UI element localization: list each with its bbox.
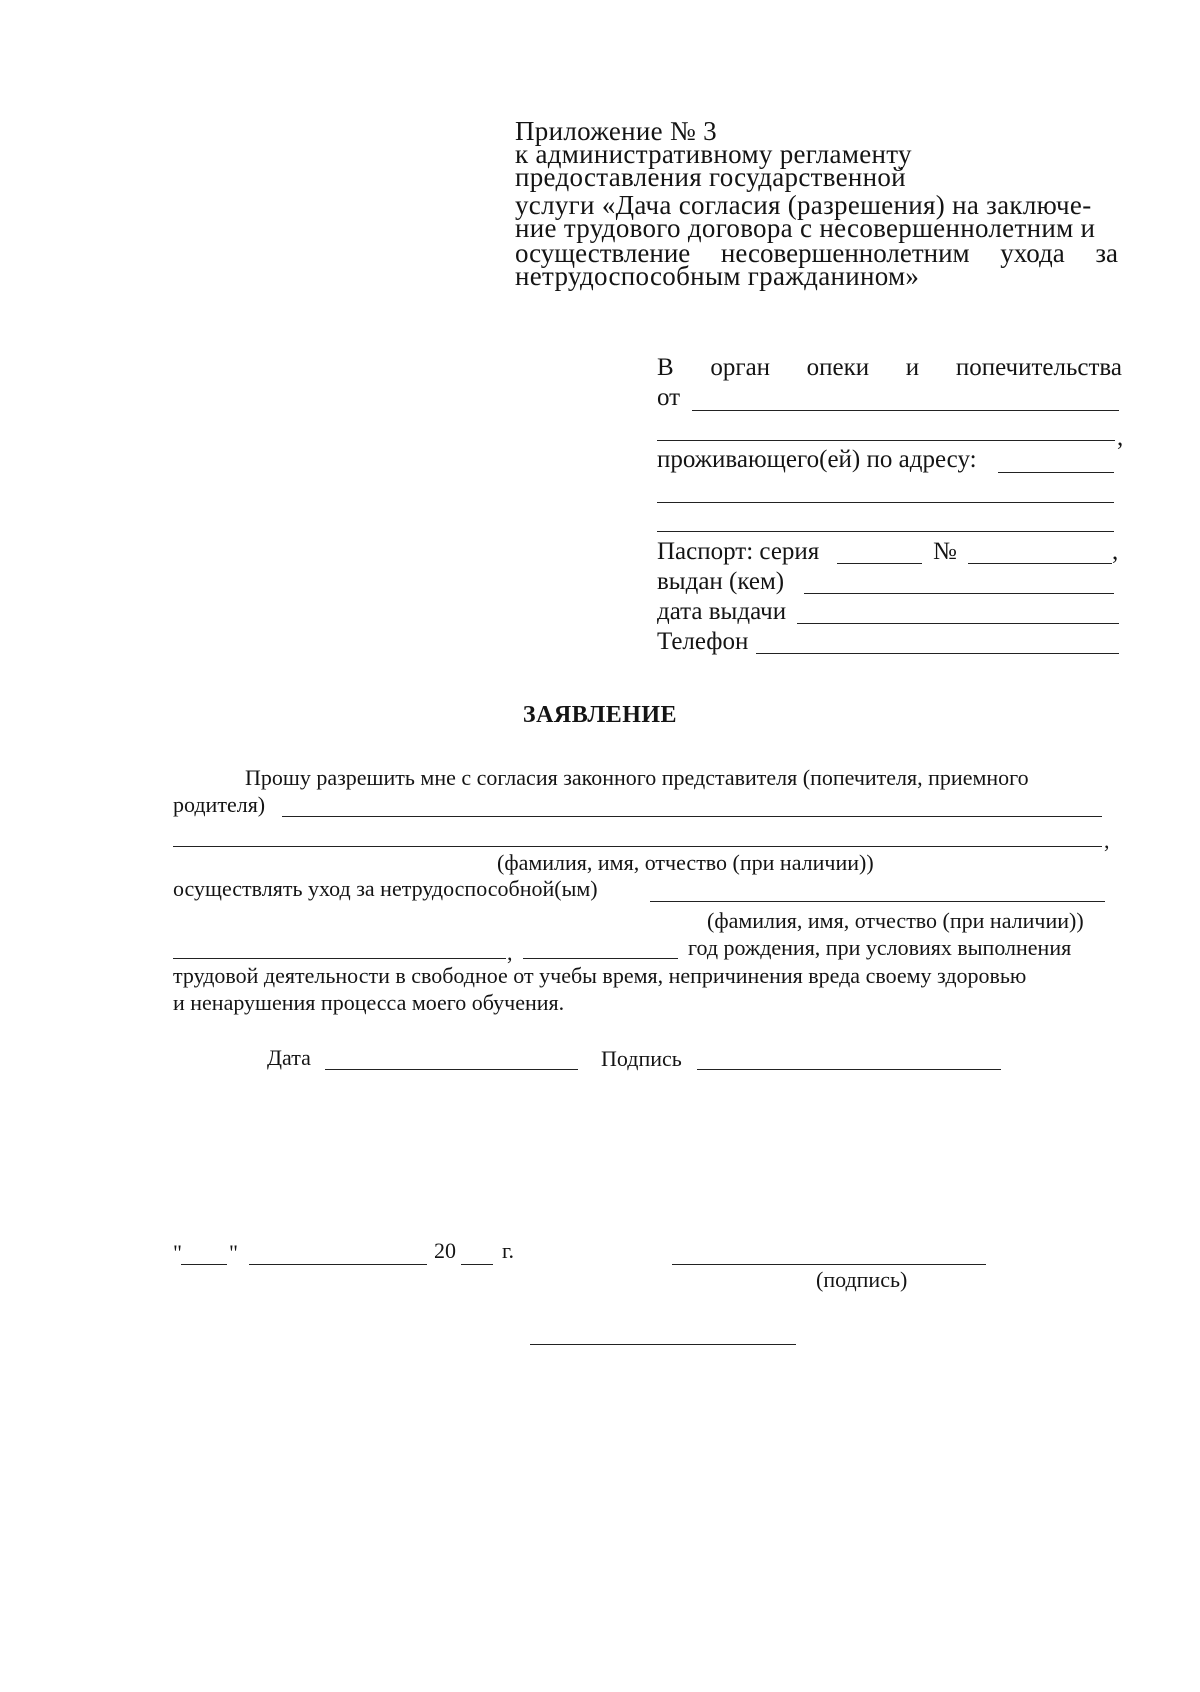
fio-hint-2: (фамилия, имя, отчество (при наличии)) xyxy=(707,908,1084,933)
birth-year-field[interactable] xyxy=(523,958,678,959)
month-field[interactable] xyxy=(249,1264,427,1265)
statement-line-first xyxy=(245,764,1127,791)
passport-series-label: Паспорт: серия xyxy=(657,538,820,565)
from-name-field-cont[interactable] xyxy=(657,440,1115,441)
appendix-line: услуги «Дача согласия (разрешения) на заключе- xyxy=(515,190,1092,220)
signature-hint: (подпись) xyxy=(816,1267,908,1292)
comma: , xyxy=(1104,828,1110,853)
issue-date-label: дата выдачи xyxy=(657,598,787,625)
disabled-person-name-field-cont[interactable] xyxy=(173,958,506,959)
appendix-word: осуществление xyxy=(515,238,691,268)
issued-by-label: выдан (кем) xyxy=(657,568,785,595)
appendix-word: ухода xyxy=(1000,238,1065,268)
footer-signature-field[interactable] xyxy=(672,1264,986,1265)
year-prefix: 20 xyxy=(434,1238,456,1263)
addressee-word: орган xyxy=(710,354,771,381)
addressee-word: и xyxy=(905,354,920,381)
phone-label: Телефон xyxy=(657,628,749,655)
addressee-word: В xyxy=(657,354,674,381)
care-label: осуществлять уход за нетрудоспособной(ым) xyxy=(173,876,598,901)
appendix-line: нетрудоспособным гражданином» xyxy=(515,261,920,291)
work-conditions-text: трудовой деятельности в свободное от учебы время, непричинения вреда своему здоровью xyxy=(173,963,1027,988)
birth-year-text: год рождения, при условиях выполнения xyxy=(688,935,1072,960)
from-name-field[interactable] xyxy=(692,410,1119,411)
document-title: ЗАЯВЛЕНИЕ xyxy=(522,702,678,728)
comma: , xyxy=(507,940,513,965)
address-field-cont[interactable] xyxy=(657,531,1114,532)
appendix-word: несовершеннолетним xyxy=(720,238,970,268)
date-label: Дата xyxy=(267,1045,311,1070)
addressee-to xyxy=(657,353,1122,383)
quote-close: " xyxy=(229,1240,238,1265)
disabled-person-name-field[interactable] xyxy=(650,901,1105,902)
parent-name-field-cont[interactable] xyxy=(173,846,1102,847)
appendix-line: предоставления государственной xyxy=(515,162,906,192)
from-label: от xyxy=(657,384,681,411)
statement-text: Прошу разрешить мне с согласия законного представителя (попечителя, приемного xyxy=(245,765,1029,790)
passport-number-field[interactable] xyxy=(968,563,1112,564)
end-divider xyxy=(530,1344,796,1345)
appendix-line: к административному регламенту xyxy=(515,139,912,169)
passport-series-field[interactable] xyxy=(837,563,922,564)
appendix-line: ние трудового договора с несовершеннолетним и xyxy=(515,213,1096,243)
passport-number-label: № xyxy=(933,538,957,565)
addressee-word: опеки xyxy=(806,354,870,381)
addressee-word: попечительства xyxy=(955,354,1122,381)
phone-field[interactable] xyxy=(756,653,1119,654)
comma: , xyxy=(1112,538,1119,565)
parent-label: родителя) xyxy=(173,792,266,817)
appendix-title: Приложение № 3 xyxy=(515,116,717,146)
address-field-cont[interactable] xyxy=(657,502,1114,503)
appendix-word: за xyxy=(1095,238,1118,268)
issued-by-field[interactable] xyxy=(804,593,1114,594)
year-field[interactable] xyxy=(461,1264,493,1265)
issue-date-field[interactable] xyxy=(797,623,1119,624)
signature-field[interactable] xyxy=(697,1069,1001,1070)
parent-name-field[interactable] xyxy=(282,816,1102,817)
comma: , xyxy=(1117,424,1124,451)
address-label: проживающего(ей) по адресу: xyxy=(657,446,977,473)
quote-open: " xyxy=(173,1240,182,1265)
date-field[interactable] xyxy=(325,1069,578,1070)
year-suffix: г. xyxy=(502,1238,515,1263)
address-field[interactable] xyxy=(998,472,1114,473)
signature-label: Подпись xyxy=(601,1046,682,1071)
day-field[interactable] xyxy=(181,1264,227,1265)
study-conditions-text: и ненарушения процесса моего обучения. xyxy=(173,990,565,1015)
fio-hint: (фамилия, имя, отчество (при наличии)) xyxy=(497,850,874,875)
